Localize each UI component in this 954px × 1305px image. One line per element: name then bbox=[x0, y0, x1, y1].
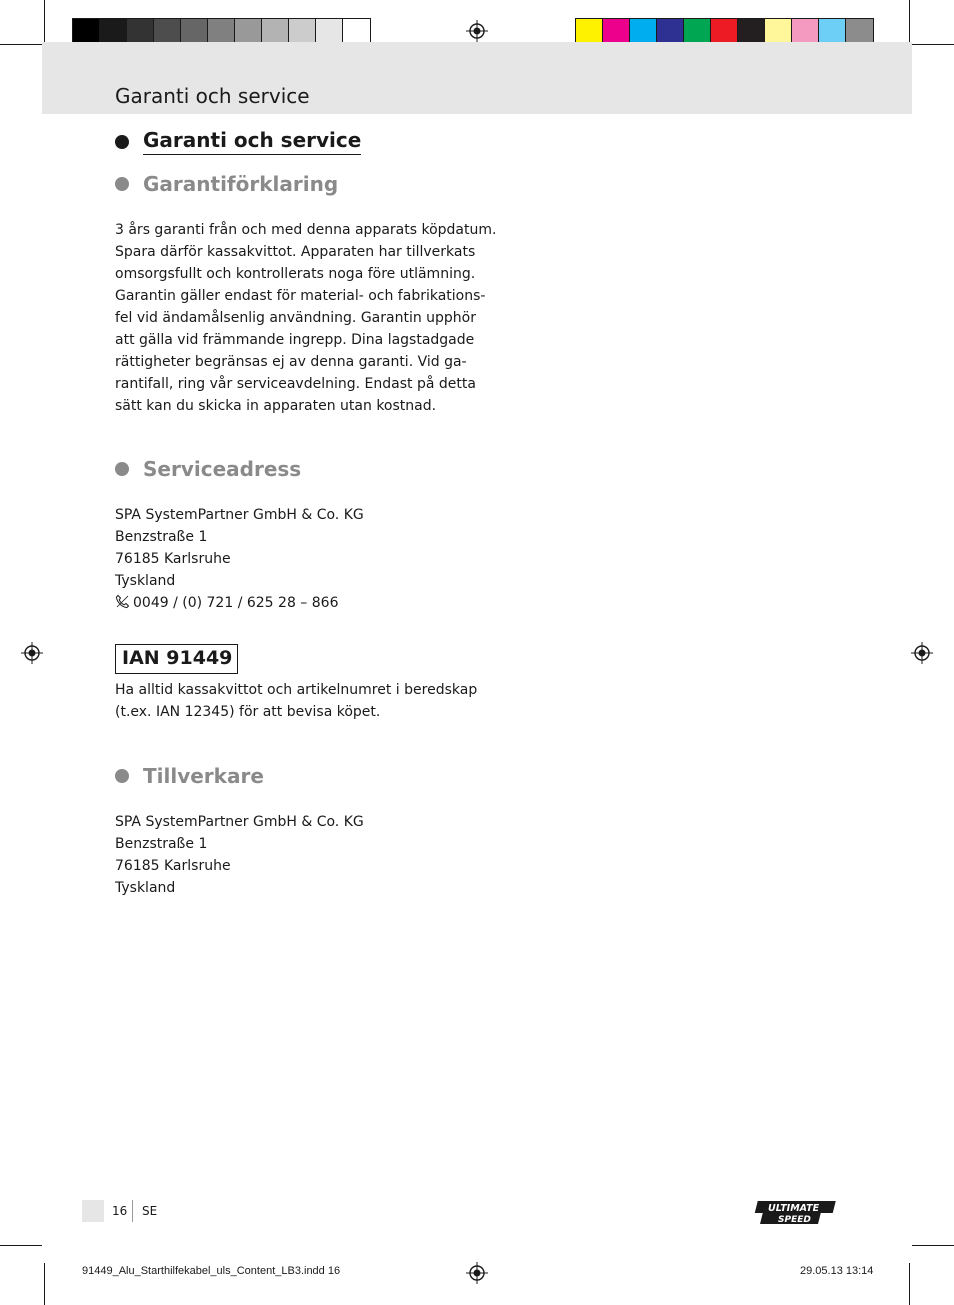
bullet-icon bbox=[115, 135, 129, 149]
registration-mark-icon bbox=[466, 1262, 488, 1284]
bullet-icon bbox=[115, 769, 129, 783]
page-number: 16 bbox=[112, 1204, 128, 1218]
registration-mark-icon bbox=[466, 20, 488, 42]
address-city: 76185 Karlsruhe bbox=[115, 858, 231, 874]
ian-number-box: IAN 91449 bbox=[115, 644, 238, 674]
crop-mark bbox=[909, 0, 910, 42]
crop-mark bbox=[909, 1263, 910, 1305]
page-number-block bbox=[82, 1200, 104, 1222]
main-heading-text: Garanti och service bbox=[143, 128, 361, 155]
address-city: 76185 Karlsruhe bbox=[115, 551, 231, 567]
crop-mark bbox=[912, 1245, 954, 1246]
warranty-line: sätt kan du skicka in apparaten utan kostnad. bbox=[115, 398, 437, 414]
warranty-line: att gälla vid främmande ingrepp. Dina lagstadgade bbox=[115, 332, 475, 348]
footer-divider bbox=[132, 1200, 133, 1222]
phone-number: 0049 / (0) 721 / 625 28 – 866 bbox=[133, 595, 339, 611]
warranty-text bbox=[115, 219, 497, 417]
crop-mark bbox=[0, 44, 42, 45]
warranty-line: Spara därför kassakvittot. Apparaten har tillverkats bbox=[115, 244, 476, 260]
warranty-line: omsorgsfullt och kontrollerats noga före utlämning. bbox=[115, 266, 476, 282]
service-heading-text: Serviceadress bbox=[143, 457, 302, 481]
warranty-heading-text: Garantiförklaring bbox=[143, 172, 339, 196]
logo-text-top: ULTIMATE bbox=[768, 1203, 820, 1214]
phone-icon bbox=[115, 594, 130, 609]
warranty-line: rantifall, ring vår serviceavdelning. Endast på detta bbox=[115, 376, 476, 392]
crop-mark bbox=[44, 1263, 45, 1305]
crop-mark bbox=[912, 44, 954, 45]
registration-mark-icon bbox=[21, 642, 43, 664]
ultimate-speed-logo bbox=[752, 1200, 840, 1226]
slug-date-info: 29.05.13 13:14 bbox=[800, 1265, 874, 1277]
crop-mark bbox=[0, 1245, 42, 1246]
address-street: Benzstraße 1 bbox=[115, 529, 208, 545]
main-heading bbox=[115, 128, 361, 155]
page-title: Garanti och service bbox=[115, 84, 310, 108]
warranty-line: Garantin gäller endast för material- och fabrikations- bbox=[115, 288, 486, 304]
logo-text-bottom: SPEED bbox=[778, 1215, 811, 1225]
warranty-line: 3 års garanti från och med denna apparats köpdatum. bbox=[115, 222, 497, 238]
service-address bbox=[115, 504, 475, 614]
crop-mark bbox=[44, 0, 45, 42]
address-phone bbox=[115, 592, 475, 614]
ian-line: (t.ex. IAN 12345) för att bevisa köpet. bbox=[115, 704, 381, 720]
slug-file-info: 91449_Alu_Starthilfekabel_uls_Content_LB3.indd 16 bbox=[82, 1265, 341, 1277]
manufacturer-heading bbox=[115, 764, 264, 788]
address-country: Tyskland bbox=[115, 880, 176, 896]
manufacturer-address bbox=[115, 811, 475, 899]
service-heading bbox=[115, 457, 301, 481]
ian-line: Ha alltid kassakvittot och artikelnumret i beredskap bbox=[115, 682, 478, 698]
address-company: SPA SystemPartner GmbH & Co. KG bbox=[115, 507, 364, 523]
address-country: Tyskland bbox=[115, 573, 176, 589]
bullet-icon bbox=[115, 177, 129, 191]
page-language: SE bbox=[142, 1204, 158, 1218]
address-company: SPA SystemPartner GmbH & Co. KG bbox=[115, 814, 364, 830]
bullet-icon bbox=[115, 462, 129, 476]
ian-text bbox=[115, 679, 478, 723]
manufacturer-heading-text: Tillverkare bbox=[143, 764, 264, 788]
warranty-line: fel vid ändamålsenlig användning. Garantin upphör bbox=[115, 310, 476, 326]
address-street: Benzstraße 1 bbox=[115, 836, 208, 852]
warranty-line: rättigheter begränsas ej av denna garanti. Vid ga- bbox=[115, 354, 467, 370]
warranty-heading bbox=[115, 172, 338, 196]
registration-mark-icon bbox=[911, 642, 933, 664]
